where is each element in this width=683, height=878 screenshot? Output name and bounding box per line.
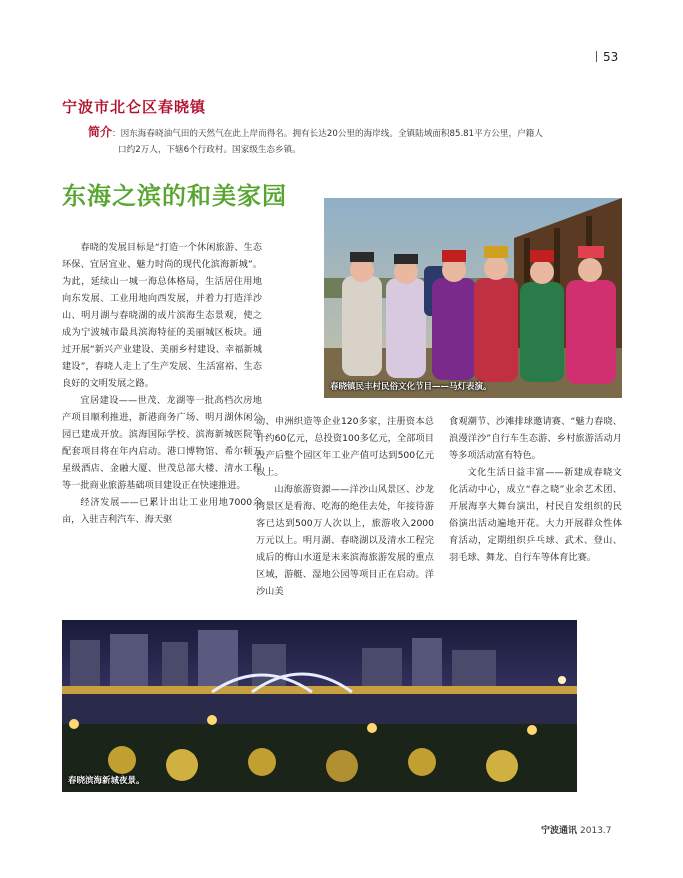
- intro-line-2: 口约2万人，下辖6个行政村。国家级生态乡镇。: [118, 145, 301, 155]
- col1-paragraph-3: 经济发展——已累计出让工业用地7000余亩，入驻吉利汽车、海天驱: [62, 497, 262, 525]
- intro-label: 简介: [88, 125, 113, 139]
- photo-bottom-caption: 春晓滨海新城夜景。: [68, 776, 145, 786]
- article-column-3: [449, 413, 622, 566]
- page-number: [596, 50, 618, 64]
- article-column-1: [62, 239, 262, 528]
- page-number-text: 53: [603, 50, 619, 64]
- folk-performance-image: [324, 198, 622, 398]
- col2-paragraph-1: 动、申洲织造等企业120多家，注册资本总计约60亿元，总投资100多亿元，全部项目投产后整个园区年工业产值可达到500亿元以上。: [256, 416, 434, 478]
- page-number-divider: [596, 51, 597, 62]
- article-column-2: [256, 413, 434, 600]
- col2-paragraph-2: 山海旅游资源——洋沙山风景区、沙龙湾景区是看海、吃海的绝佳去处，年接待游客已达到500万人次以上，旅游收入2000万元以上。明月湖、春晓湖以及清水工程完成后的梅山水道是未来滨海旅游发展的重点区域，游艇、湿地公园等项目正在启动。洋沙山美: [256, 484, 434, 597]
- intro-line-1: ：因东海春晓油气田的天然气在此上岸而得名。拥有长达20公里的海岸线。全镇陆域面积85.81平方公里，户籍人: [112, 129, 543, 139]
- photo-folk-performance: [324, 198, 622, 398]
- article-headline: 东海之滨的和美家园: [62, 181, 287, 210]
- col1-paragraph-2: 宜居建设——世茂、龙湖等一批高档次房地产项目顺利推进，新港商务广场、明月湖休闲公园已建成开放。滨海国际学校、滨海新城医院等配套项目将在年内启动。港口博物馆、希尔顿五星级酒店、金融大厦、世茂总部大楼、清水工程等一批商业旅游基础项目建设正在快速推进。: [62, 395, 262, 491]
- col1-paragraph-1: 春晓的发展目标是“打造一个休闲旅游、生态环保、宜居宜业、魅力时尚的现代化滨海新城”。为此，延续山一城一海总体格局，生活居住用地向东发展、工业用地向西发展，并着力打造洋沙山、明月湖与春晓湖的成片滨海生态景观，使之成为宁波城市最具滨海特征的美丽城区板块。通过开展“新兴产业建设、美丽乡村建设、幸福新城建设”，春晓人走上了生产发展、生活富裕、生态良好的文明发展之路。: [62, 242, 262, 389]
- photo-night-cityscape: [62, 620, 577, 792]
- night-cityscape-image: [62, 620, 577, 792]
- col3-paragraph-2: 文化生活日益丰富——新建成春晓文化活动中心，成立“春之晓”业余艺术团、开展海享大舞台演出，村民自发组织的民俗演出活动遍地开花。大力开展群众性体育活动，定期组织乒乓球、武术、登山、羽毛球、舞龙、自行车等体育比赛。: [449, 467, 622, 563]
- town-title: 宁波市北仑区春晓镇: [62, 98, 207, 116]
- col3-paragraph-1: 食观潮节、沙滩排球邀请赛、“魅力春晓、浪漫洋沙”自行车生态游、乡村旅游活动月等多项活动富有特色。: [449, 416, 622, 461]
- photo-top-caption: 春晓镇民丰村民俗文化节目——马灯表演。: [330, 382, 492, 392]
- magazine-name: 宁波通讯: [541, 826, 578, 836]
- page-footer: [541, 823, 612, 836]
- intro-block: [88, 124, 620, 158]
- issue-date: 2013.7: [580, 826, 612, 836]
